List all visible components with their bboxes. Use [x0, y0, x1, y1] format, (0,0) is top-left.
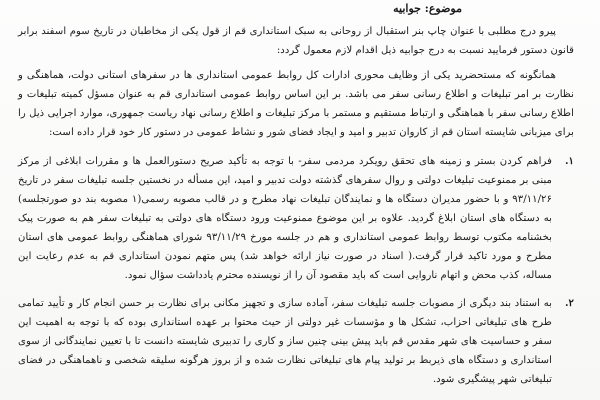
intro-paragraph: پیرو درج مطلبی با عنوان چاپ بنر استقبال از روحانی به سبک استانداری قم از قول یکی از مخاطبان در تاریخ سوم اسفند برابر قانون دستور فرمایید نسبت به درج جوابیه ذیل اقدام لازم معمول گردد: [18, 26, 574, 56]
list-item [18, 294, 574, 389]
list-item-number: ۱. [564, 155, 574, 167]
list-item-number: ۲. [564, 297, 574, 309]
list-item-text: فراهم کردن بستر و زمینه های تحقق رویکرد مردمی سفر- با توجه به تأکید صریح دستورالعمل ها و مقررات ابلاغی از مرکز مبنی بر ممنوعیت تبلیغات دولتی و روال سفرهای گذشته دولت تدبیر و امید، این مسأله در نخستین جلسه تبلیغات سفر در تاریخ ۹۳/۱۱/۲۶ و با حضور مدیران دستگاه ها و نمایندگان تبلیغات نهاد مطرح و در قالب مصوبه رسمی(۱ مصوبه بند دو صورتجلسه) به دستگاه های استان ابلاغ گردید. علاوه بر این موضوع ممنوعیت ورود دستگاه های دولتی به تبلیغات سفر هم به صورت پیک بخشنامه مکتوب توسط روابط عمومی استانداری و هم در جلسه مورخ ۹۳/۱۱/۲۹ شورای هماهنگی روابط عمومی های استان مطرح و مورد تاکید قرار گرفت.( اسناد در صورت نیاز ارائه خواهد شد) پس متهم نمودن استانداری قم به عدم رعایت این مساله، کذب محض و اتهام ناروایی است که باید مقصود آن را از نویسنده محترم یادداشت سؤال نمود. [18, 156, 552, 281]
body-paragraph: همانگونه که مستحضرید یکی از وظایف محوری ادارات کل روابط عمومی استانداری ها در سفرهای استانی دولت، هماهنگی و نظارت بر امر تبلیغات و اطلاع رسانی سفر می باشد. بر این اساس روابط عمومی استانداری قم به عنوان مسؤل کمیته تبلیغات و اطلاع رسانی سفر با هماهنگی و ارتباط مستقیم و مستمر با مرکز تبلیغات و اطلاع رسانی نهاد ریاست جمهوری، موارد اجرایی ذیل را برای میزبانی شایسته استان قم از کاروان تدبیر و امید و ایجاد فضای شور و نشاط عمومی در دستور کار خود قرار داده است: [18, 70, 574, 138]
list-item [18, 152, 574, 285]
document-title: موضوع: جوابیه [393, 2, 462, 15]
list-item-text: به استناد بند دیگری از مصوبات جلسه تبلیغات سفر، آماده سازی و تجهیز مکانی برای نظارت بر حسن انجام کار و تأیید تمامی طرح های تبلیغاتی احزاب، تشکل ها و مؤسسات غیر دولتی از حیث محتوا بر عهده استانداری بوده که با توجه به اهمیت این سفر و حساسیت های شهر مقدس قم باید پیش بینی چنین ساز و کاری را تدبیری شایسته دانست تا با تعیین نمایندگانی از سوی استانداری و دستگاه های ذیربط بر تولید پیام های تبلیغاتی نظارت شده و از بروز هرگونه سلیقه شخصی و ناهماهنگی در فضای تبلیغاتی شهر پیشگیری شود. [18, 298, 552, 385]
